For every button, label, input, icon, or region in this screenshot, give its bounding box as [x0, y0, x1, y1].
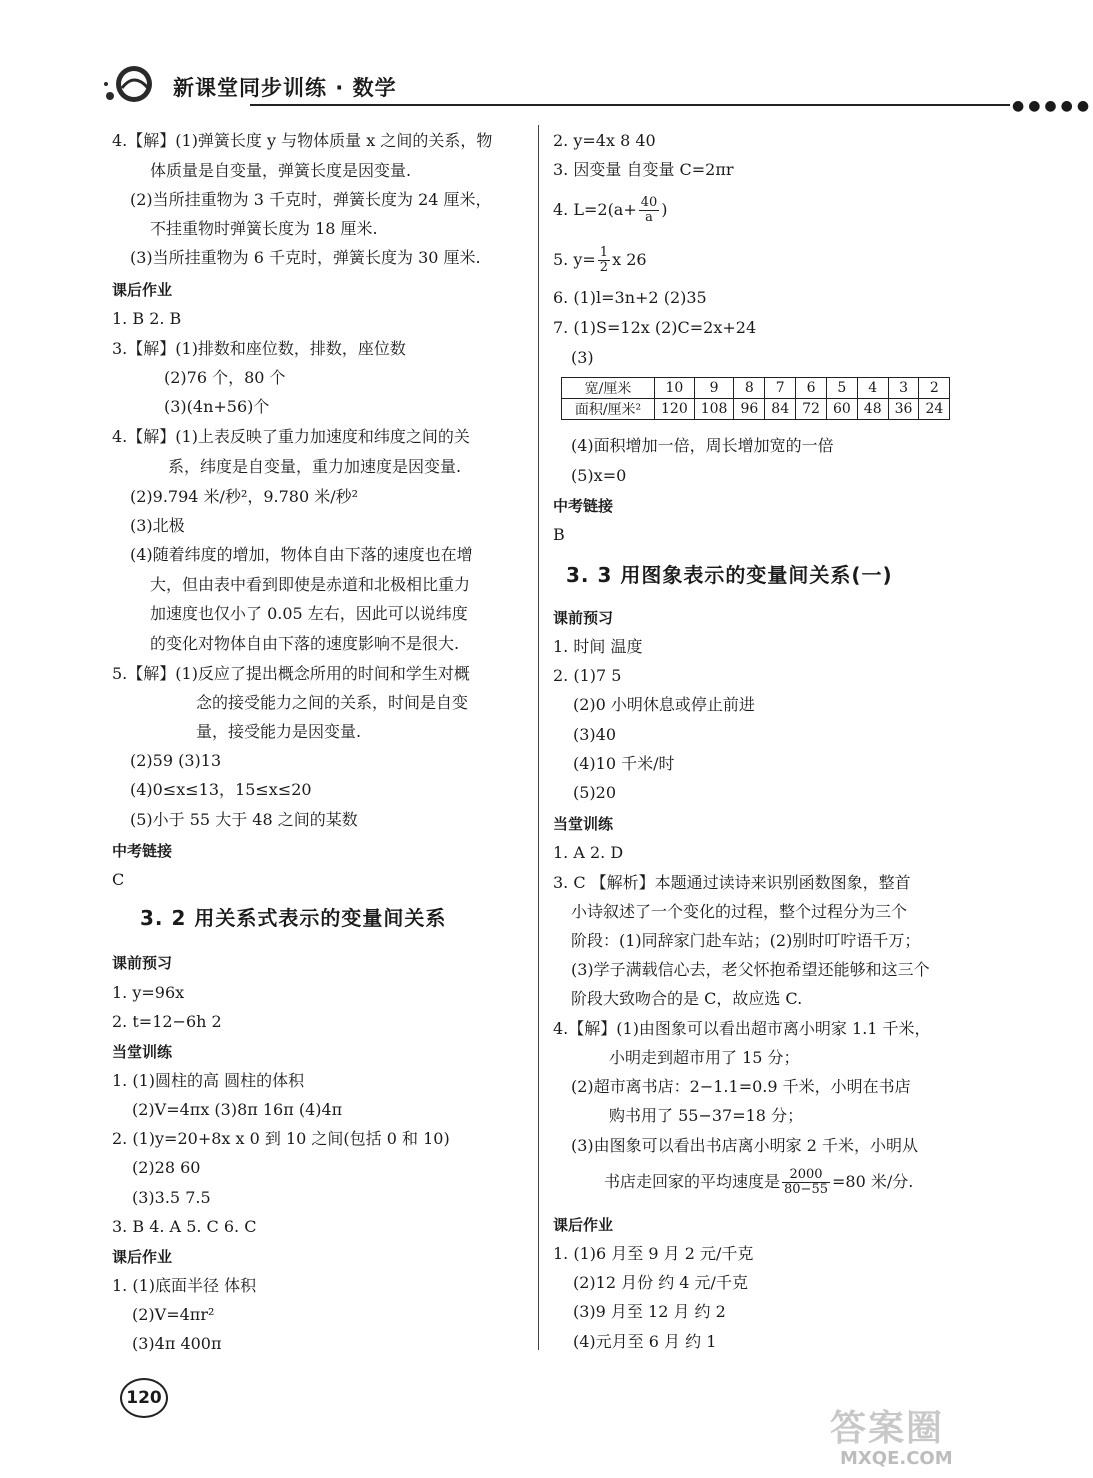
header-dots: ●●●●● [1012, 98, 1093, 114]
table-cell: 36 [888, 399, 919, 420]
text-line: (4)10 千米/时 [573, 754, 675, 773]
text-line: 的变化对物体自由下落的速度影响不是很大. [150, 634, 460, 653]
formula-text: 4. L=2(a+ [553, 200, 637, 219]
text-line: (3)40 [573, 725, 617, 744]
chapter-title: 3. 2 用关系式表示的变量间关系 [140, 906, 447, 930]
text-line: 念的接受能力之间的关系，时间是自变 [196, 693, 469, 712]
text-line: (3)4π 400π [132, 1334, 222, 1353]
text-line: 量，接受能力是因变量. [196, 722, 362, 741]
table-cell: 108 [694, 399, 734, 420]
text-line: (4)面积增加一倍，周长增加宽的一倍 [571, 436, 834, 455]
table-cell: 48 [857, 399, 888, 420]
table-cell: 7 [765, 378, 796, 399]
text-line: 2. y=4x 8 40 [553, 131, 656, 150]
page-header [100, 62, 1093, 114]
table-cell: 72 [796, 399, 827, 420]
text-line: 6. (1)l=3n+2 (2)35 [553, 288, 707, 307]
table-cell: 9 [694, 378, 734, 399]
text-line: (3)9 月至 12 月 约 2 [573, 1302, 726, 1321]
table-cell: 2 [919, 378, 950, 399]
text-line: 购书用了 55−37=18 分； [609, 1106, 804, 1125]
table-cell: 3 [888, 378, 919, 399]
text-line: (2)9.794 米/秒²，9.780 米/秒² [130, 487, 359, 506]
text-line: (2)V=4πx (3)8π 16π (4)4π [132, 1100, 343, 1119]
formula-line [604, 1162, 913, 1202]
text-line: 4.【解】(1)上表反映了重力加速度和纬度之间的关 [112, 427, 470, 446]
book-logo-icon [100, 62, 160, 107]
section-heading: 课前预习 [553, 609, 614, 627]
formula-text: x 26 [612, 250, 647, 269]
chapter-title: 3. 3 用图象表示的变量间关系(一) [566, 563, 893, 587]
text-line: 1. B 2. B [112, 309, 182, 328]
table-cell: 60 [826, 399, 857, 420]
text-line: (2)超市离书店：2−1.1=0.9 千米，小明在书店 [571, 1077, 911, 1096]
text-line: 大，但由表中看到即使是赤道和北极相比重力 [150, 575, 471, 594]
text-line: 1. (1)底面半径 体积 [112, 1276, 257, 1295]
fraction-denominator: 2 [599, 260, 609, 275]
text-line: (2)当所挂重物为 3 千克时，弹簧长度为 24 厘米， [130, 190, 492, 209]
text-line: 加速度也仅小了 0.05 左右，因此可以说纬度 [150, 604, 468, 623]
fraction [598, 246, 610, 275]
text-line: (2)12 月份 约 4 元/千克 [573, 1273, 748, 1292]
table-cell: 96 [734, 399, 765, 420]
table-cell: 8 [734, 378, 765, 399]
text-line: 阶段：(1)同辞家门赴车站；(2)别时叮咛语千万； [571, 931, 921, 950]
text-line: (3)北极 [130, 516, 185, 535]
section-heading: 中考链接 [553, 497, 614, 515]
text-line: 3. C 【解析】本题通过读诗来识别函数图象，整首 [553, 873, 911, 892]
text-line: 7. (1)S=12x (2)C=2x+24 [553, 318, 757, 337]
watermark-url: MXQE.COM [840, 1448, 953, 1469]
text-line: 3. B 4. A 5. C 6. C [112, 1217, 257, 1236]
formula-line [553, 240, 647, 280]
table-cell: 4 [857, 378, 888, 399]
fraction-denominator: 80−55 [784, 1182, 828, 1197]
text-line: 小诗叙述了一个变化的过程，整个过程分为三个 [571, 902, 908, 921]
text-line: 3.【解】(1)排数和座位数，排数，座位数 [112, 339, 406, 358]
text-line: 2. (1)y=20+8x x 0 到 10 之间(包括 0 和 10) [112, 1129, 450, 1148]
formula-text: 5. y= [553, 250, 596, 269]
page-number: 120 [120, 1378, 168, 1418]
section-heading: 课后作业 [112, 1248, 173, 1266]
fraction-numerator: 1 [599, 245, 609, 260]
section-heading: 当堂训练 [553, 815, 614, 833]
section-heading: 课后作业 [553, 1216, 614, 1234]
text-line: 不挂重物时弹簧长度为 18 厘米. [150, 219, 378, 238]
fraction-denominator: a [645, 210, 653, 225]
text-line: 4.【解】(1)弹簧长度 y 与物体质量 x 之间的关系，物 [112, 131, 493, 150]
text-line: 1. 时间 温度 [553, 637, 643, 656]
data-table [561, 377, 950, 420]
text-line: 3. 因变量 自变量 C=2πr [553, 160, 734, 179]
text-line: (5)20 [573, 783, 617, 802]
table-cell: 10 [655, 378, 695, 399]
text-line: (2)V=4πr² [132, 1305, 215, 1324]
text-line: C [112, 870, 125, 889]
text-line: (4)元月至 6 月 约 1 [573, 1332, 717, 1351]
formula-text: 书店走回家的平均速度是 [604, 1172, 781, 1191]
table-cell: 宽/厘米 [562, 378, 655, 399]
text-line: 2. t=12−6h 2 [112, 1012, 222, 1031]
text-line: 阶段大致吻合的是 C，故应选 C. [571, 989, 803, 1008]
text-line: (3)当所挂重物为 6 千克时，弹簧长度为 30 厘米. [130, 248, 481, 267]
text-line: 系，纬度是自变量，重力加速度是因变量. [168, 457, 462, 476]
table-cell: 5 [826, 378, 857, 399]
section-heading: 当堂训练 [112, 1043, 173, 1061]
text-line: 1. A 2. D [553, 843, 624, 862]
formula-text: =80 米/分. [832, 1172, 914, 1191]
table-row [562, 399, 950, 420]
text-line: (4)随着纬度的增加，物体自由下落的速度也在增 [130, 545, 473, 564]
watermark [820, 1400, 990, 1470]
text-line: (5)x=0 [571, 466, 627, 485]
fraction [639, 196, 660, 225]
text-line: 体质量是自变量，弹簧长度是因变量. [150, 161, 412, 180]
text-line: (3)由图象可以看出书店离小明家 2 千米，小明从 [571, 1136, 919, 1155]
text-line: 小明走到超市用了 15 分； [609, 1048, 800, 1067]
column-divider [538, 125, 539, 1350]
watermark-logo-text: 答案圈 [830, 1408, 945, 1449]
table-cell: 84 [765, 399, 796, 420]
formula-text: ) [661, 200, 668, 219]
text-line: 2. (1)7 5 [553, 666, 622, 685]
text-line: 1. (1)6 月至 9 月 2 元/千克 [553, 1244, 754, 1263]
text-line: (2)0 小明休息或停止前进 [573, 695, 755, 714]
formula-line [553, 190, 668, 230]
fraction-numerator: 2000 [782, 1168, 830, 1183]
text-line: 4.【解】(1)由图象可以看出超市离小明家 1.1 千米， [553, 1019, 931, 1038]
table-cell: 6 [796, 378, 827, 399]
text-line: (4)0≤x≤13，15≤x≤20 [130, 780, 312, 799]
fraction-numerator: 40 [640, 195, 658, 210]
table-cell: 120 [655, 399, 695, 420]
text-line: (5)小于 55 大于 48 之间的某数 [130, 810, 358, 829]
section-heading: 课前预习 [112, 954, 173, 972]
text-line: 1. y=96x [112, 983, 185, 1002]
text-line: 5.【解】(1)反应了提出概念所用的时间和学生对概 [112, 664, 470, 683]
fraction [782, 1168, 830, 1197]
header-rule [250, 104, 1010, 106]
text-line: (3)(4n+56)个 [164, 397, 270, 416]
section-heading: 课后作业 [112, 281, 173, 299]
text-line: (3)3.5 7.5 [132, 1188, 211, 1207]
table-row [562, 378, 950, 399]
text-line: (2)59 (3)13 [130, 751, 222, 770]
section-heading: 中考链接 [112, 842, 173, 860]
text-line: (2)28 60 [132, 1158, 201, 1177]
text-line: (2)76 个，80 个 [164, 368, 286, 387]
text-line: 1. (1)圆柱的高 圆柱的体积 [112, 1071, 305, 1090]
text-line: (3) [571, 348, 594, 367]
page-title: 新课堂同步训练 · 数学 [173, 76, 397, 100]
text-line: (3)学子满载信心去，老父怀抱希望还能够和这三个 [571, 960, 930, 979]
table-cell: 面积/厘米² [562, 399, 655, 420]
text-line: B [553, 525, 565, 544]
table-cell: 24 [919, 399, 950, 420]
